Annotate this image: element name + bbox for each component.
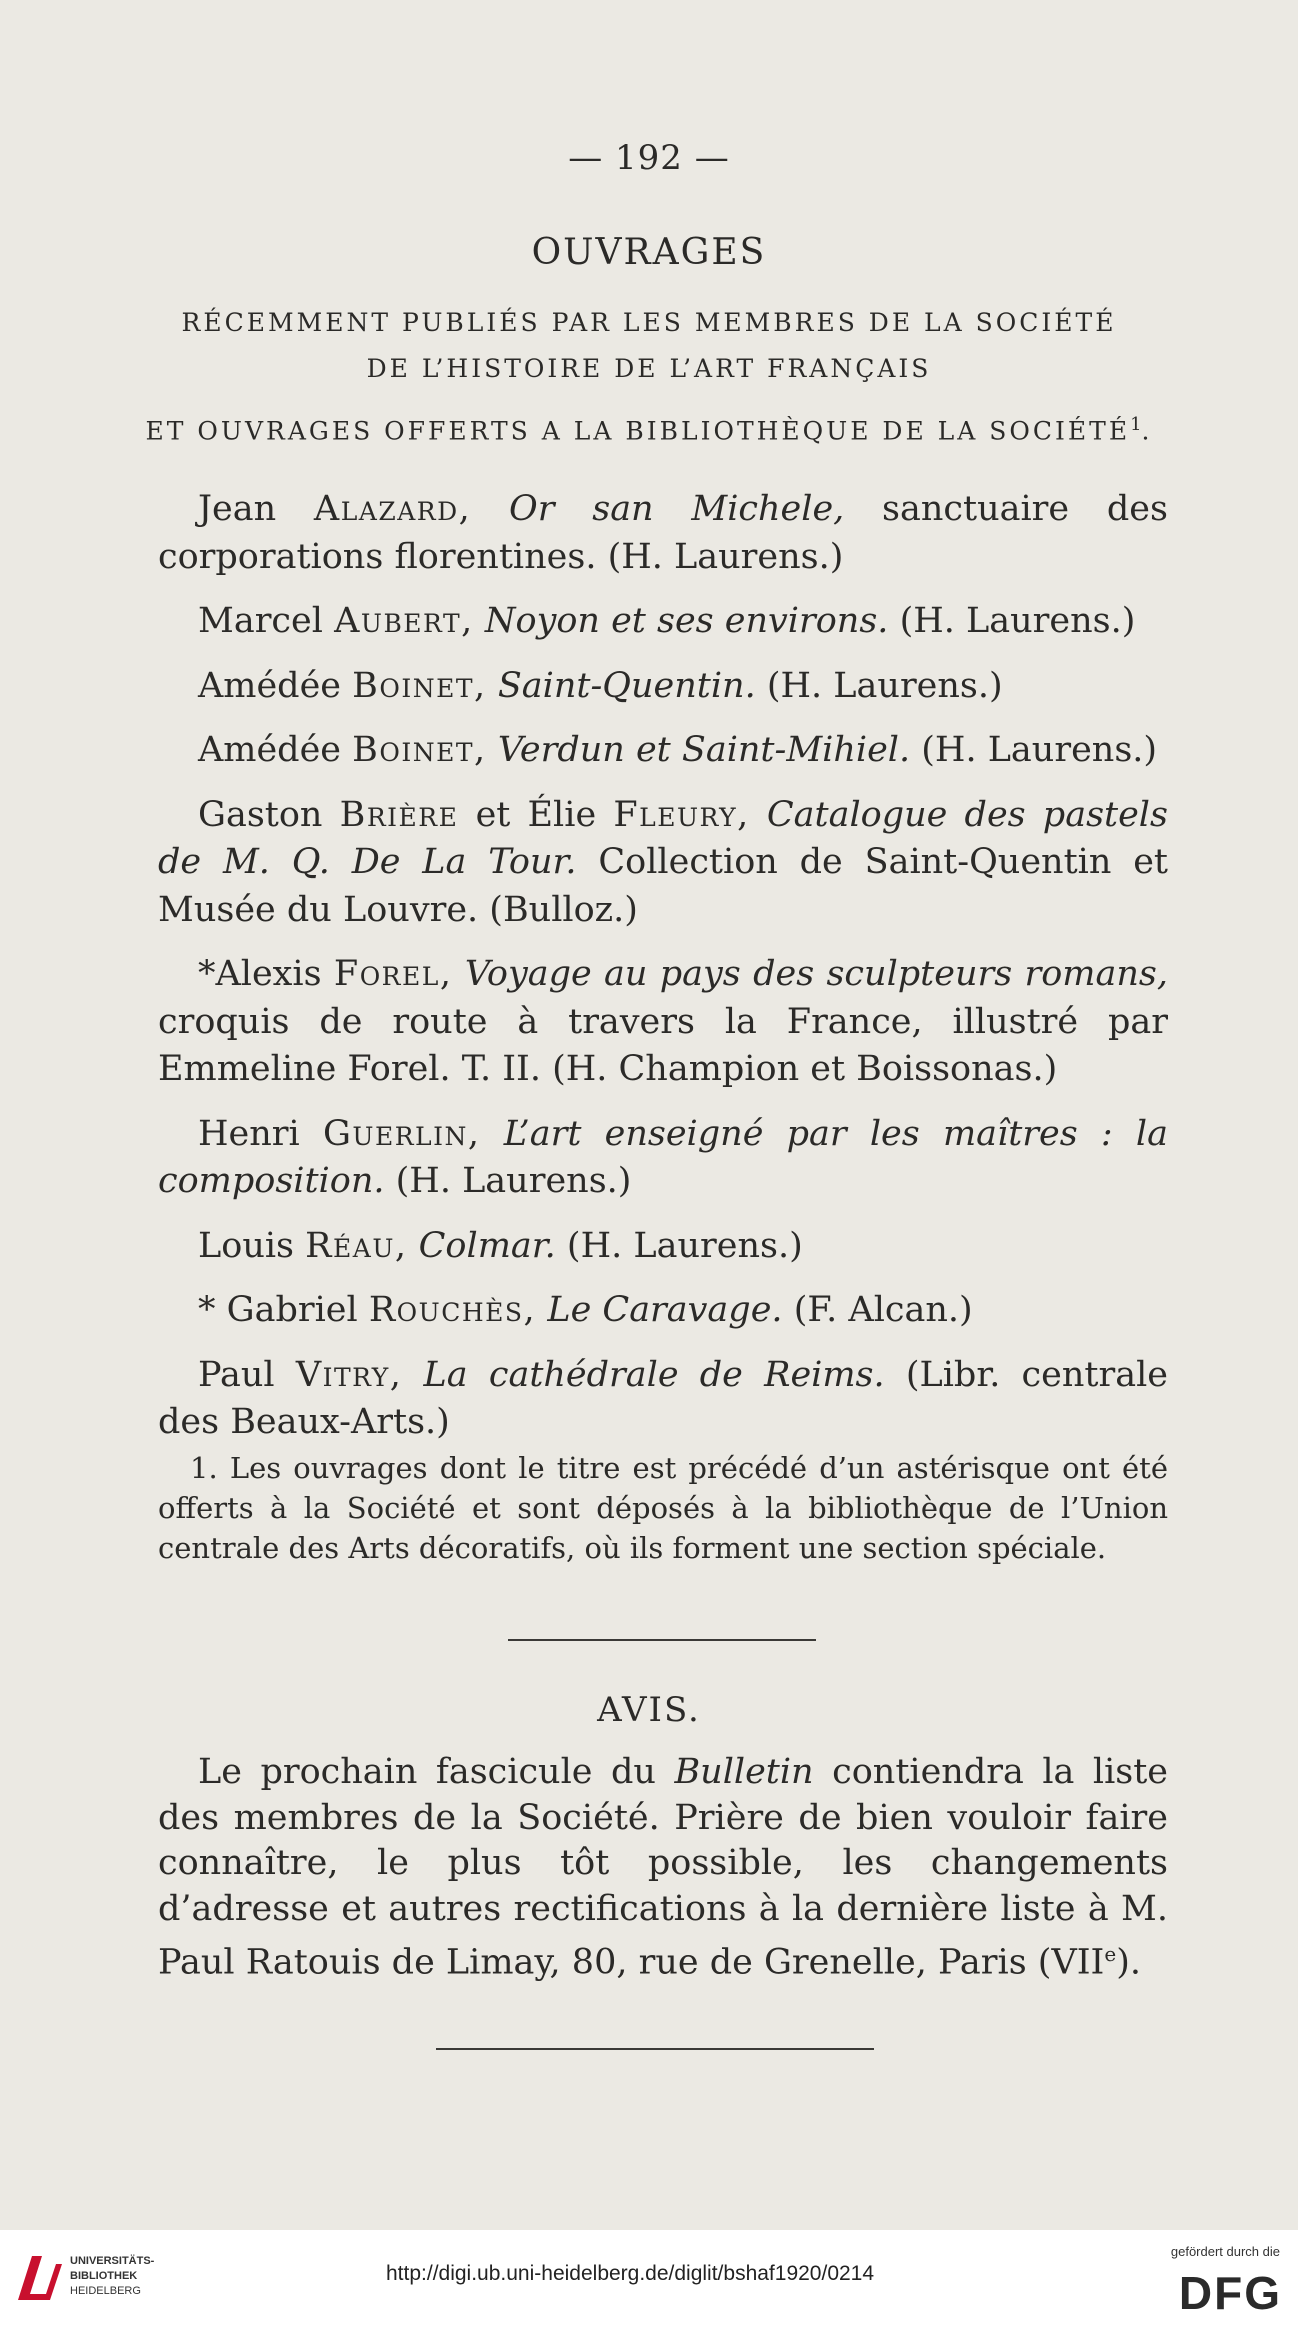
avis-bulletin-title: Bulletin: [674, 1752, 814, 1792]
footnote-ref: 1: [1130, 414, 1142, 435]
work-details: (Libr. centrale des Beaux-Arts.): [158, 1354, 1168, 1442]
work-title: Le Caravage.: [547, 1290, 783, 1330]
publication-entry: [158, 1352, 1168, 1447]
footnote: 1. Les ouvrages dont le titre est précédé d’un astérisque ont été offerts à la Société et sont déposés à la bibliothèque de l’Union centrale des Arts décoratifs, où ils forment une section spéciale.: [158, 1451, 1168, 1565]
heidelberg-library-logo-icon[interactable]: [12, 2250, 68, 2306]
avis-end: ).: [1116, 1942, 1142, 1983]
work-details: croquis de route à travers la France, illustré par Emmeline Forel. T. II. (H. Champion et Boissonas.): [158, 1001, 1168, 1089]
subheading-line-1: RÉCEMMENT PUBLIÉS PAR LES MEMBRES DE LA SOCIÉTÉ: [181, 308, 1117, 337]
work-details: (H. Laurens.): [766, 665, 1003, 706]
library-line-1: UNIVERSITÄTS-: [70, 2255, 155, 2267]
dfg-logo[interactable]: DFG: [1178, 2267, 1282, 2319]
author-last-name: Forel,: [333, 954, 453, 994]
author-last-name: Brière: [339, 794, 459, 835]
work-title: La cathédrale de Reims.: [423, 1354, 885, 1395]
author-first-name: Gaston: [198, 794, 323, 835]
publication-entry: [158, 1111, 1168, 1206]
avis-text-before: Le prochain fascicule du: [198, 1752, 656, 1792]
publication-entry: [158, 1287, 1168, 1335]
author-first-name: Henri: [198, 1113, 300, 1154]
author-first-name: Paul: [198, 1354, 275, 1395]
publication-entry: [158, 951, 1168, 1094]
author-first-name: Louis: [198, 1225, 295, 1266]
author-first-name: * Gabriel: [198, 1290, 358, 1330]
author-last-name: Fleury,: [613, 794, 750, 835]
work-details: (H. Laurens.): [899, 601, 1136, 641]
author-last-name: Rouchès,: [368, 1290, 537, 1330]
author-first-name: Amédée: [198, 665, 342, 706]
author-last-name: Guerlin,: [322, 1113, 481, 1154]
publication-entry: [158, 1223, 1168, 1271]
publication-entry: [158, 598, 1168, 646]
avis-superscript: e: [1104, 1942, 1117, 1966]
avis-paragraph: [158, 1750, 1168, 1986]
subheading-line-3: [0, 414, 1298, 445]
author-last-name: Aubert,: [334, 601, 474, 641]
divider-rule: [508, 1639, 816, 1641]
subheading-line-3-text: ET OUVRAGES OFFERTS A LA BIBLIOTHÈQUE DE LA SOCIÉTÉ: [145, 416, 1131, 446]
publication-entry: [158, 486, 1168, 581]
publication-entry: [158, 727, 1168, 775]
work-title: Colmar.: [418, 1225, 556, 1266]
work-details: (H. Laurens.): [921, 730, 1158, 770]
work-details: (H. Laurens.): [566, 1225, 803, 1266]
subheading-line-2: DE L’HISTOIRE DE L’ART FRANÇAIS: [366, 354, 932, 383]
author-last-name: Boinet,: [352, 730, 487, 770]
work-details: Collection de Saint-Quentin et Musée du Louvre. (Bulloz.): [158, 842, 1168, 930]
work-title: Verdun et Saint-Mihiel.: [497, 730, 911, 770]
work-details: sanctuaire des corporations florentines. (H. Laurens.): [158, 489, 1168, 577]
work-title: Or san Michele,: [509, 489, 845, 529]
author-first-name: Amédée: [198, 730, 342, 770]
publication-entry: [158, 792, 1168, 935]
author-last-name: Vitry,: [295, 1354, 403, 1395]
permalink-url[interactable]: http://digi.ub.uni-heidelberg.de/diglit/bshaf1920/0214: [386, 2262, 875, 2285]
library-line-3: HEIDELBERG: [70, 2285, 141, 2297]
author-last-name: Boinet,: [352, 665, 487, 706]
section-heading: OUVRAGES: [531, 232, 767, 273]
end-rule: [436, 2048, 874, 2050]
author-first-name: *Alexis: [198, 954, 322, 994]
library-line-2: BIBLIOTHEK: [70, 2270, 138, 2282]
publication-entry: [158, 663, 1168, 711]
author-first-name: Marcel: [198, 601, 323, 641]
work-title: Catalogue des pastels de M. Q. De La Tour.: [158, 794, 1168, 882]
avis-text-after: contiendra la liste des membres de la Société. Prière de bien vouloir faire connaître, le plus tôt possible, les changements d’adresse et autres rectifications à la dernière liste à M. Paul Ratouis de Limay, 80, rue de Grenelle, Paris (VII: [158, 1752, 1168, 1983]
author-joiner: et Élie: [475, 794, 597, 835]
work-title: Saint-Quentin.: [497, 665, 756, 706]
work-title: Voyage au pays des sculpteurs romans,: [464, 954, 1168, 994]
viewer-footer: [0, 2230, 1298, 2325]
work-details: (F. Alcan.): [793, 1290, 973, 1330]
subheading-line-3-end: .: [1141, 416, 1153, 446]
work-details: (H. Laurens.): [395, 1161, 632, 1201]
work-title: Noyon et ses environs.: [484, 601, 889, 641]
author-last-name: Réau,: [305, 1225, 408, 1266]
avis-title: AVIS.: [597, 1690, 701, 1730]
author-last-name: Alazard,: [313, 489, 472, 529]
page-number: — 192 —: [568, 138, 730, 178]
work-title: L’art enseigné par les maîtres : la composition.: [158, 1113, 1168, 1201]
publication-list: [158, 486, 1168, 1464]
library-name: [70, 2254, 154, 2299]
author-first-name: Jean: [198, 489, 277, 529]
dfg-caption: gefördert durch die: [1170, 2244, 1280, 2259]
